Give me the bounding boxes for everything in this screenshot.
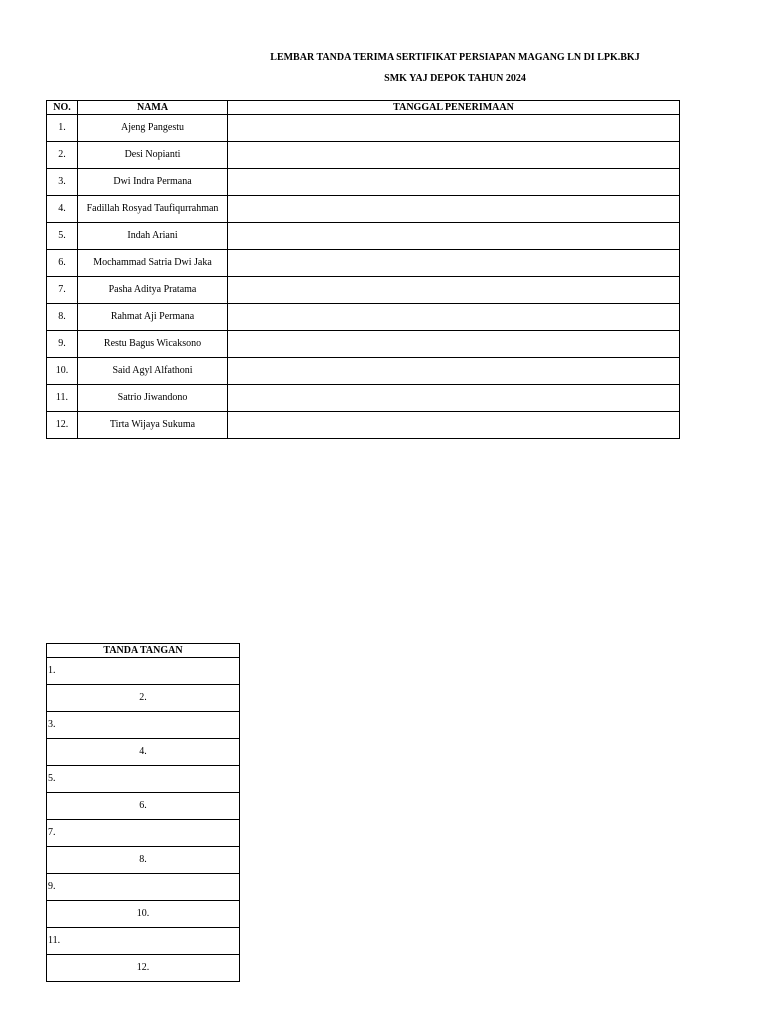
name-cell: Tirta Wijaya Sukuma <box>78 412 228 439</box>
name-cell: Said Agyl Alfathoni <box>78 358 228 385</box>
signature-row <box>47 820 240 847</box>
signature-row <box>47 685 240 712</box>
recipient-table <box>46 100 680 439</box>
date-cell[interactable] <box>228 277 680 304</box>
date-cell[interactable] <box>228 250 680 277</box>
name-cell: Rahmat Aji Permana <box>78 304 228 331</box>
no-cell: 7. <box>47 277 78 304</box>
no-cell: 3. <box>47 169 78 196</box>
signature-cell[interactable]: 3. <box>47 712 240 739</box>
date-cell[interactable] <box>228 331 680 358</box>
signature-cell[interactable]: 4. <box>47 739 240 766</box>
no-cell: 10. <box>47 358 78 385</box>
table-row <box>47 412 680 439</box>
document-title: LEMBAR TANDA TERIMA SERTIFIKAT PERSIAPAN MAGANG LN DI LPK.BKJ <box>270 52 640 63</box>
signature-row <box>47 766 240 793</box>
signature-cell[interactable]: 6. <box>47 793 240 820</box>
signature-cell[interactable]: 10. <box>47 901 240 928</box>
table-row <box>47 196 680 223</box>
signature-row <box>47 712 240 739</box>
date-cell[interactable] <box>228 196 680 223</box>
signature-cell[interactable]: 11. <box>47 928 240 955</box>
no-cell: 4. <box>47 196 78 223</box>
signature-cell[interactable]: 1. <box>47 658 240 685</box>
date-cell[interactable] <box>228 169 680 196</box>
signature-row <box>47 901 240 928</box>
signature-row <box>47 658 240 685</box>
column-header-tanggal: TANGGAL PENERIMAAN <box>228 101 680 115</box>
signature-row <box>47 793 240 820</box>
name-cell: Ajeng Pangestu <box>78 115 228 142</box>
table-header-row <box>47 101 680 115</box>
no-cell: 8. <box>47 304 78 331</box>
table-row <box>47 331 680 358</box>
date-cell[interactable] <box>228 115 680 142</box>
signature-row <box>47 928 240 955</box>
table-row <box>47 142 680 169</box>
document-subtitle: SMK YAJ DEPOK TAHUN 2024 <box>384 73 526 84</box>
no-cell: 6. <box>47 250 78 277</box>
no-cell: 5. <box>47 223 78 250</box>
date-cell[interactable] <box>228 223 680 250</box>
signature-cell[interactable]: 7. <box>47 820 240 847</box>
signature-row <box>47 955 240 982</box>
no-cell: 2. <box>47 142 78 169</box>
date-cell[interactable] <box>228 142 680 169</box>
signature-cell[interactable]: 9. <box>47 874 240 901</box>
signature-cell[interactable]: 12. <box>47 955 240 982</box>
name-cell: Indah Ariani <box>78 223 228 250</box>
table-row <box>47 115 680 142</box>
column-header-no: NO. <box>47 101 78 115</box>
name-cell: Dwi Indra Permana <box>78 169 228 196</box>
date-cell[interactable] <box>228 304 680 331</box>
signature-header-row <box>47 644 240 658</box>
no-cell: 12. <box>47 412 78 439</box>
signature-row <box>47 874 240 901</box>
name-cell: Desi Nopianti <box>78 142 228 169</box>
name-cell: Restu Bagus Wicaksono <box>78 331 228 358</box>
date-cell[interactable] <box>228 412 680 439</box>
date-cell[interactable] <box>228 385 680 412</box>
table-row <box>47 304 680 331</box>
signature-cell[interactable]: 8. <box>47 847 240 874</box>
table-row <box>47 277 680 304</box>
table-row <box>47 358 680 385</box>
signature-row <box>47 847 240 874</box>
signature-cell[interactable]: 5. <box>47 766 240 793</box>
no-cell: 9. <box>47 331 78 358</box>
signature-table <box>46 643 240 982</box>
table-row <box>47 169 680 196</box>
signature-header: TANDA TANGAN <box>47 644 240 658</box>
table-row <box>47 223 680 250</box>
table-row <box>47 250 680 277</box>
name-cell: Pasha Aditya Pratama <box>78 277 228 304</box>
no-cell: 11. <box>47 385 78 412</box>
column-header-nama: NAMA <box>78 101 228 115</box>
name-cell: Satrio Jiwandono <box>78 385 228 412</box>
date-cell[interactable] <box>228 358 680 385</box>
table-row <box>47 385 680 412</box>
name-cell: Mochammad Satria Dwi Jaka <box>78 250 228 277</box>
name-cell: Fadillah Rosyad Taufiqurrahman <box>78 196 228 223</box>
no-cell: 1. <box>47 115 78 142</box>
signature-row <box>47 739 240 766</box>
signature-cell[interactable]: 2. <box>47 685 240 712</box>
